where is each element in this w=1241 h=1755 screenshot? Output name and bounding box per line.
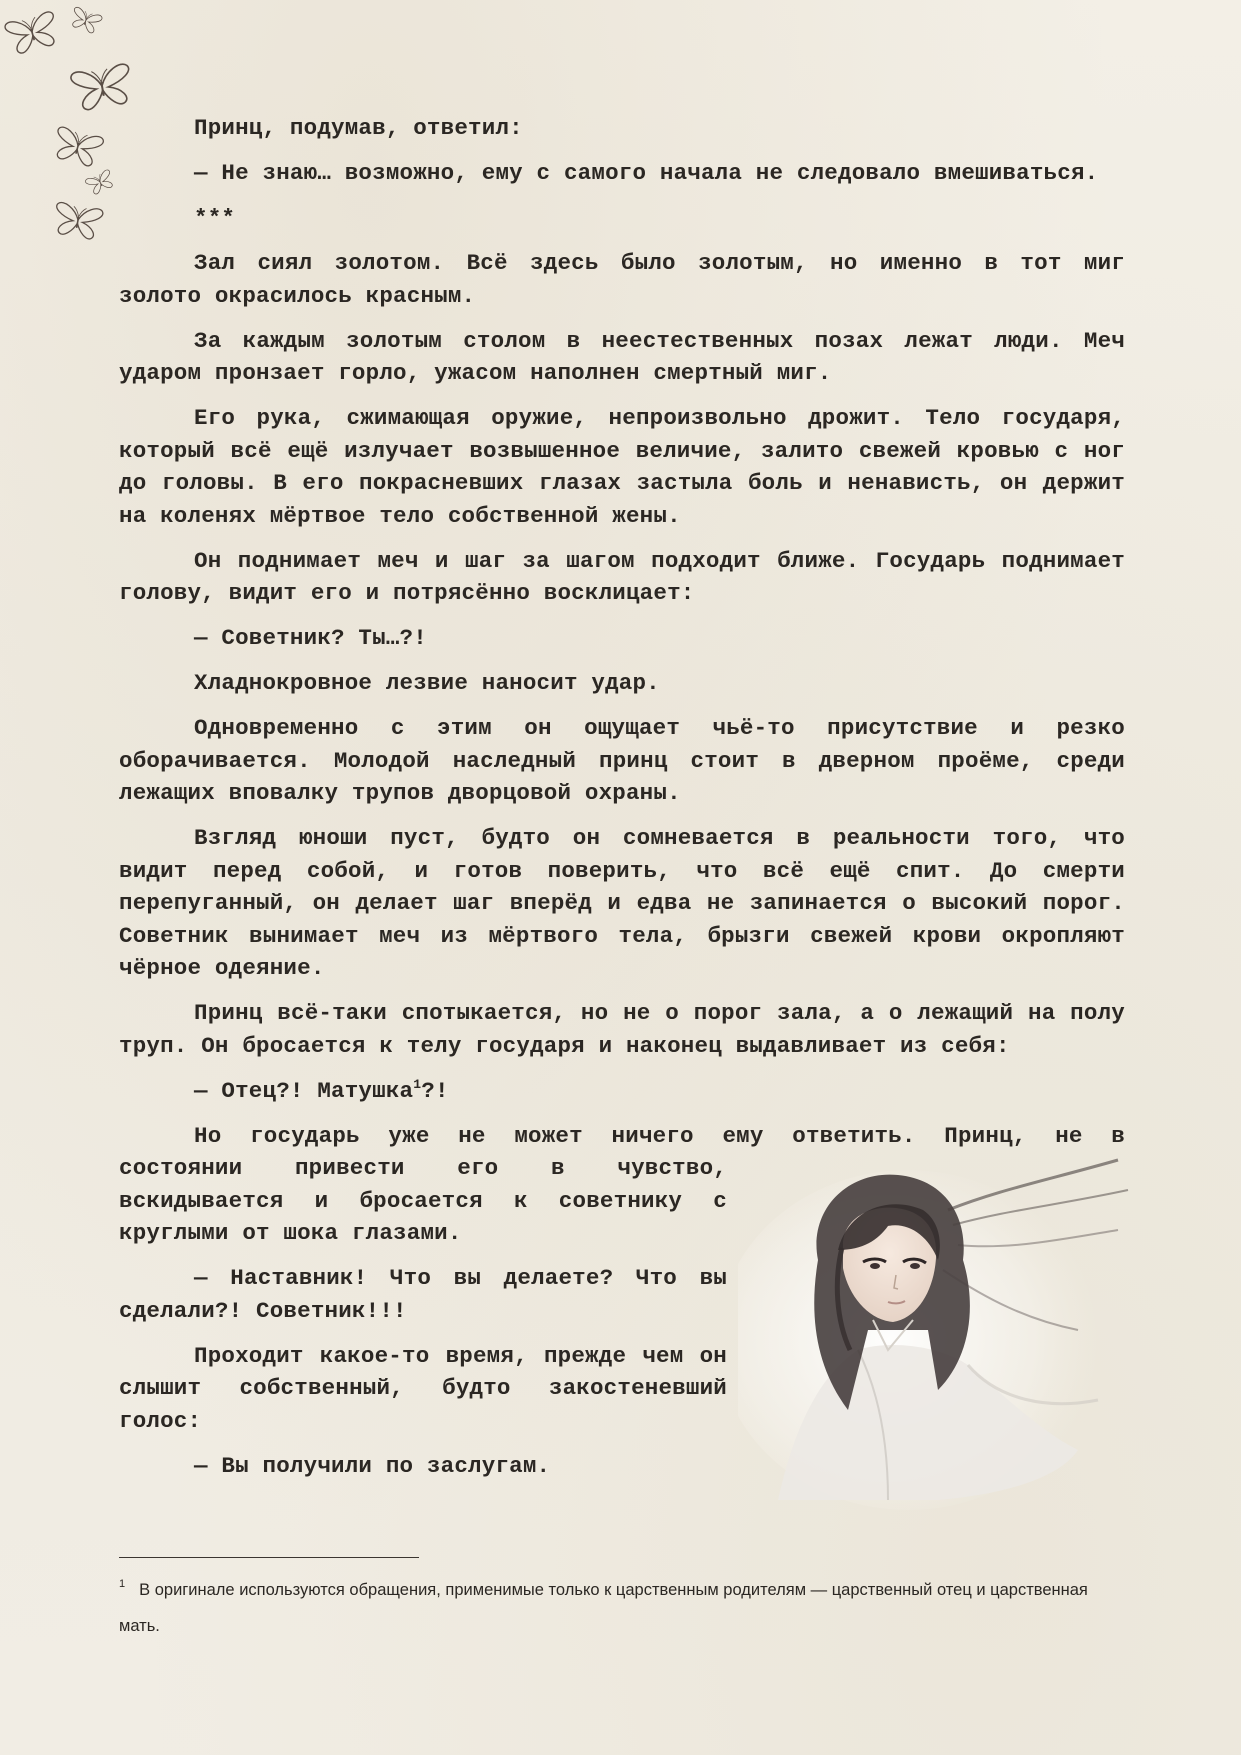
paragraph: Он поднимает меч и шаг за шагом подходит ближе. Государь поднимает голову, видит его и потрясённо восклицает: [119,547,1125,606]
paragraph: Зал сиял золотом. Всё здесь было золотым, но именно в тот миг золото окрасилось красным. [119,250,1125,309]
dialogue-text: ?! [421,1077,449,1104]
paragraph: Принц всё-таки спотыкается, но не о порог зала, а о лежащий на полу труп. Он бросается к телу государя и наконец выдавливает из себя: [119,1000,1125,1059]
paragraph: Его рука, сжимающая оружие, непроизвольно дрожит. Тело государя, который всё ещё излучает возвышенное величие, залито свежей кровью с ног до головы. В его покрасневших глазах застыла боль и ненависть, он держит на коленях мёртвое тело собственной жены. [119,405,1125,529]
paragraph: Взгляд юноши пуст, будто он сомневается в реальности того, что видит перед собой, и готов поверить, что всё ещё спит. До смерти перепуганный, он делает шаг вперёд и едва не запинается о высокий порог. Советник вынимает меч из мёртвого тела, брызги свежей крови окропляют чёрное одеяние. [119,825,1125,981]
butterfly-icon [85,169,116,196]
paragraph: — Не знаю… возможно, ему с самого начала не следовало вмешиваться. [194,160,1099,186]
butterfly-icon [70,63,134,111]
butterfly-icon [52,202,103,241]
paragraph: Но государь уже не может ничего ему ответить. Принц, не в [194,1122,1125,1149]
paragraph: Хладнокровное лезвие наносит удар. [194,670,660,696]
paragraph-continuation: состоянии привести его в чувство, вскидывается и бросается к советнику с круглыми от шока глазами. [119,1155,727,1246]
paragraph: — Вы получили по заслугам. [194,1452,551,1479]
butterfly-icon [51,126,104,168]
butterfly-icon [4,11,61,56]
paragraph: За каждым золотым столом в неестественных позах лежат люди. Меч ударом пронзает горло, ужасом наполнен смертный миг. [119,327,1125,386]
paragraph [119,1075,1125,1108]
dialogue-text: — Отец?! Матушка [194,1077,414,1104]
footnote-reference[interactable]: 1 [413,1076,422,1092]
footnote-marker: 1 [119,1578,126,1590]
paragraph: Одновременно с этим он ощущает чьё-то присутствие и резко оборачивается. Молодой наследный принц стоит в дверном проёме, среди лежащих вповалку трупов дворцовой охраны. [119,715,1125,806]
footnote-text: В оригинале используются обращения, применимые только к царственным родителям — царственный отец и царственная мать. [119,1581,1088,1635]
paragraph: — Советник? Ты…?! [194,625,427,651]
paragraph: — Наставник! Что вы делаете? Что вы сделали?! Советник!!! [119,1265,727,1324]
butterfly-icon [69,7,103,35]
scene-break: *** [194,205,236,231]
paragraph: Проходит какое-то время, прежде чем он слышит собственный, будто закостеневший голос: [119,1342,727,1434]
character-illustration [738,1150,1138,1510]
paragraph: Принц, подумав, ответил: [194,115,523,141]
footnote [119,1572,1129,1644]
footnote-divider [119,1557,419,1558]
